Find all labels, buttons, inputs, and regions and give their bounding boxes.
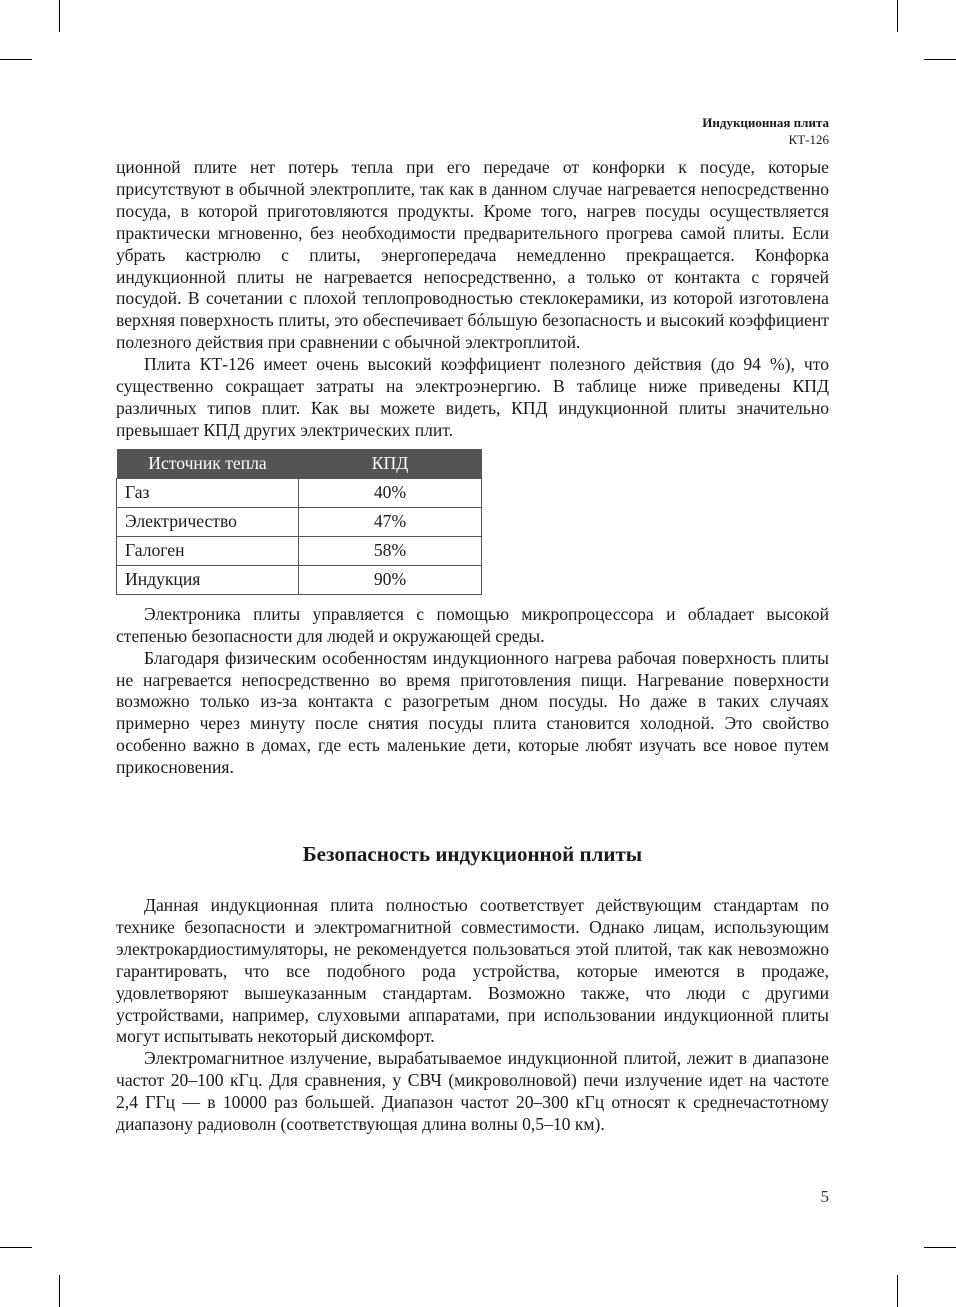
crop-mark [0, 1247, 32, 1248]
page-body [116, 157, 829, 1136]
cell-efficiency: 90% [299, 565, 482, 594]
table-row [117, 478, 482, 507]
crop-mark [924, 1247, 956, 1248]
column-header-efficiency: КПД [299, 449, 482, 479]
table-row [117, 507, 482, 536]
cell-source: Газ [117, 478, 299, 507]
crop-mark [59, 0, 60, 32]
table-header-row [117, 449, 482, 479]
crop-mark [924, 59, 956, 60]
cell-source: Электричество [117, 507, 299, 536]
paragraph: Плита КТ-126 имеет очень высокий коэффициент полезного действия (до 94 %), что существенно сокращает затраты на электроэнергию. В таблице ниже приведены КПД различных типов плит. Как вы можете видеть, КПД индукционной плиты значительно превышает КПД других электрических плит. [116, 354, 829, 440]
efficiency-table [116, 449, 482, 595]
running-head-title: Индукционная плита [702, 115, 829, 130]
running-head [702, 114, 829, 148]
paragraph: Электромагнитное излучение, вырабатываемое индукционной плитой, лежит в диапазоне частот 20–100 кГц. Для сравнения, у СВЧ (микроволновой) печи излучение идет на частоте 2,4 ГГц — в 10000 раз большей. Диапазон частот 20–300 кГц относят к среднечастотному диапазону радиоволн (соответствующая длина волны 0,5–10 км). [116, 1048, 829, 1135]
cell-efficiency: 40% [299, 478, 482, 507]
crop-mark [0, 59, 32, 60]
cell-source: Индукция [117, 565, 299, 594]
paragraph: ционной плите нет потерь тепла при его передаче от конфорки к посуде, которые присутствуют в обычной электроплите, так как в данном случае нагревается непосредственно посуда, в которой приготовляются продукты. Кроме того, нагрев посуды осуществляется практически мгновенно, без необходимости предварительного прогрева самой плиты. Если убрать кастрюлю с плиты, энергопередача немедленно прекращается. Конфорка индукционной плиты не нагревается непосредственно, а только от контакта с горячей посудой. В сочетании с плохой теплопроводностью стеклокерамики, из которой изготовлена верхняя поверхность плиты, это обеспечивает бóльшую безопасность и высокий коэффициент полезного действия при сравнении с обычной электроплитой. [116, 157, 829, 353]
crop-mark [897, 0, 898, 32]
table-row [117, 565, 482, 594]
paragraph: Благодаря физическим особенностям индукционного нагрева рабочая поверхность плиты не нагревается непосредственно во время приготовления пищи. Нагревание поверхности возможно только из-за контакта с разогретым дном посуды. Но даже в таких случаях примерно через минуту после снятия посуды плита становится холодной. Это свойство особенно важно в домах, где есть маленькие дети, которые любят изучать все новое путем прикосновения. [116, 647, 829, 778]
paragraph: Электроника плиты управляется с помощью микропроцессора и обладает высокой степенью безопасности для людей и окружающей среды. [116, 603, 829, 646]
page-number: 5 [820, 1187, 829, 1206]
cell-efficiency: 58% [299, 536, 482, 565]
cell-source: Галоген [117, 536, 299, 565]
crop-mark [59, 1275, 60, 1307]
crop-mark [897, 1275, 898, 1307]
paragraph: Данная индукционная плита полностью соответствует действующим стандартам по технике безопасности и электромагнитной совместимости. Однако лицам, использующим электрокардиостимуляторы, не рекомендуется пользоваться этой плитой, так как невозможно гарантировать, что все подобного рода устройства, которые имеются в продаже, удовлетворяют вышеуказанным стандартам. Возможно также, что люди с другими устройствами, например, слуховыми аппаратами, при использовании индукционной плиты могут испытывать некоторый дискомфорт. [116, 895, 829, 1047]
cell-efficiency: 47% [299, 507, 482, 536]
section-title: Безопасность индукционной плиты [302, 842, 643, 867]
running-head-model: КТ-126 [788, 132, 829, 147]
table-row [117, 536, 482, 565]
column-header-source: Источник тепла [117, 449, 299, 479]
